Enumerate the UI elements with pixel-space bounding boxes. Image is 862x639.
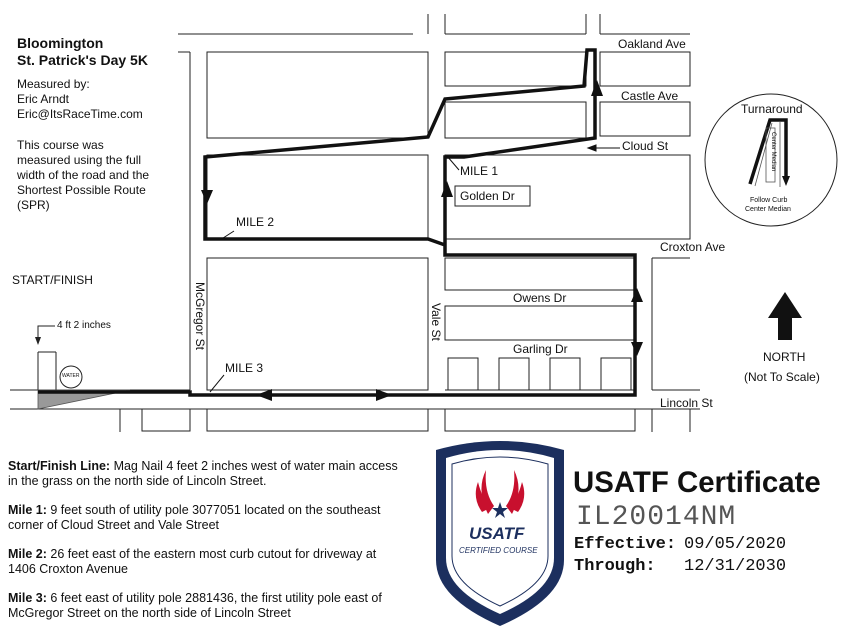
method-line: (SPR) bbox=[17, 198, 50, 212]
method-note bbox=[17, 138, 149, 213]
street-mcgregor: McGregor St bbox=[193, 282, 207, 351]
arrow-north-2 bbox=[441, 181, 453, 197]
badge-org: USATF bbox=[469, 524, 525, 543]
race-title-line2: St. Patrick's Day 5K bbox=[17, 52, 148, 68]
north-arrow-icon bbox=[768, 292, 802, 340]
certificate-effective bbox=[574, 535, 787, 554]
race-title bbox=[17, 35, 148, 69]
street-vale: Vale St bbox=[429, 303, 443, 341]
race-title-line1: Bloomington bbox=[17, 35, 104, 51]
street-owens: Owens Dr bbox=[513, 291, 567, 305]
arrow-north-1 bbox=[591, 80, 603, 96]
street-golden: Golden Dr bbox=[460, 189, 515, 203]
turnaround-title: Turnaround bbox=[741, 102, 803, 116]
street-lincoln: Lincoln St bbox=[660, 396, 713, 410]
badge-sub: CERTIFIED COURSE bbox=[459, 546, 538, 555]
arrow-east bbox=[376, 389, 392, 401]
offset-label: 4 ft 2 inches bbox=[57, 320, 111, 331]
certificate-through bbox=[574, 557, 787, 576]
north-label: NORTH bbox=[763, 350, 806, 364]
turnaround-note1: Follow Curb bbox=[750, 197, 788, 204]
note-mile1-text: 9 feet south of utility pole 3077051 located on the southeast corner of Cloud Street and Vale Street bbox=[8, 503, 381, 532]
certificate-id: IL20014NM bbox=[576, 502, 737, 533]
note-mile2 bbox=[8, 547, 398, 577]
method-line: This course was bbox=[17, 138, 104, 152]
street-castle: Castle Ave bbox=[621, 89, 679, 103]
note-start bbox=[8, 459, 398, 489]
start-area bbox=[35, 326, 130, 409]
turnaround-median: Center Median bbox=[770, 132, 776, 172]
through-date: 12/31/2030 bbox=[684, 557, 787, 576]
note-mile3-text: 6 feet east of utility pole 2881436, the first utility pole east of McGregor Street on the north side of Lincoln Street bbox=[8, 591, 382, 620]
method-line: width of the road and the bbox=[17, 168, 150, 182]
measured-by bbox=[17, 77, 143, 122]
note-mile3-label: Mile 3: bbox=[8, 591, 47, 605]
method-line: Shortest Possible Route bbox=[17, 183, 146, 197]
note-mile1 bbox=[8, 503, 398, 533]
certificate-title: USATF Certificate bbox=[573, 466, 821, 499]
arrow-south-1 bbox=[201, 190, 213, 204]
note-start-label: Start/Finish Line: bbox=[8, 459, 111, 473]
arrow-south-2 bbox=[631, 342, 643, 356]
note-mile1-label: Mile 1: bbox=[8, 503, 47, 517]
measurer-email: Eric@ItsRaceTime.com bbox=[17, 107, 143, 121]
street-cloud: Cloud St bbox=[622, 139, 669, 153]
start-finish-label: START/FINISH bbox=[12, 273, 93, 287]
note-start-text: Mag Nail 4 feet 2 inches west of water main access in the grass on the north side of Lincoln Street. bbox=[8, 459, 398, 488]
note-mile2-text: 26 feet east of the eastern most curb cutout for driveway at 1406 Croxton Avenue bbox=[8, 547, 377, 576]
street-croxton: Croxton Ave bbox=[660, 240, 726, 254]
effective-date: 09/05/2020 bbox=[684, 535, 787, 554]
effective-label: Effective: bbox=[574, 535, 677, 554]
mile1-label: MILE 1 bbox=[460, 164, 499, 178]
note-mile2-label: Mile 2: bbox=[8, 547, 47, 561]
measurer-name: Eric Arndt bbox=[17, 92, 70, 106]
arrow-west bbox=[256, 389, 272, 401]
note-mile3 bbox=[8, 591, 398, 621]
through-label: Through: bbox=[574, 557, 656, 576]
measured-label: Measured by: bbox=[17, 77, 90, 91]
mile2-label: MILE 2 bbox=[236, 215, 275, 229]
water-label: WATER bbox=[62, 373, 80, 379]
turnaround-note2: Center Median bbox=[745, 206, 791, 213]
mile3-label: MILE 3 bbox=[225, 361, 264, 375]
method-line: measured using the full bbox=[17, 153, 142, 167]
north-note: (Not To Scale) bbox=[744, 370, 820, 384]
street-oakland: Oakland Ave bbox=[618, 37, 686, 51]
street-garling: Garling Dr bbox=[513, 342, 568, 356]
